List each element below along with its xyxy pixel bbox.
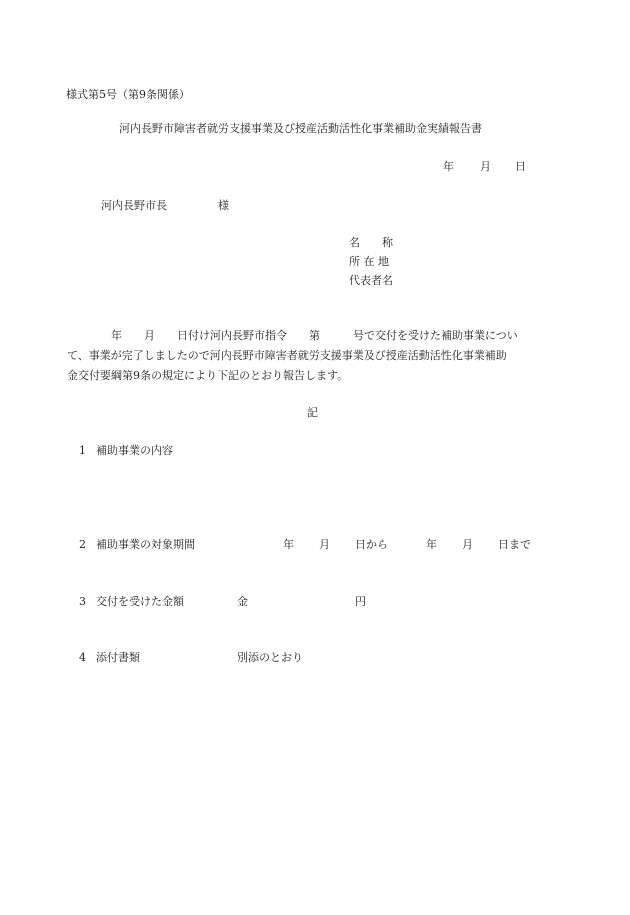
attachment-value: 別添のとおり [237,651,303,664]
period-to-year: 年 [426,538,437,551]
addressee-name: 河内長野市長 [101,199,167,212]
ki-heading: 記 [307,406,318,419]
period-from-year: 年 [283,538,294,551]
body-line-1: 年 月 日付け河内長野市指令 第 号で交付を受けた補助事業につい [67,329,518,342]
item-4-label: 添付書類 [96,651,140,664]
report-body [67,326,567,386]
period-from-month: 月 [319,538,330,551]
item-4-number: 4 [79,651,86,664]
body-line-2: て、事業が完了しましたので河内長野市障害者就労支援事業及び授産活動活性化事業補助 [67,349,507,362]
period-to-day: 日まで [498,538,531,551]
applicant-name-label: 名 称 [349,236,393,249]
document-title: 河内長野市障害者就労支援事業及び授産活動活性化事業補助金実績報告書 [119,122,482,135]
amount-unit: 円 [355,595,366,608]
item-3-label: 交付を受けた金額 [96,595,184,608]
applicant-rep-label: 代表者名 [349,274,393,287]
period-from-day: 日から [355,538,388,551]
date-month: 月 [480,160,491,173]
item-2-label: 補助事業の対象期間 [96,538,195,551]
form-number: 様式第5号（第9条関係） [66,88,190,101]
period-to-month: 月 [462,538,473,551]
addressee-honorific: 様 [218,199,229,212]
item-1-number: 1 [79,444,86,457]
date-day: 日 [515,160,526,173]
item-3-number: 3 [79,595,86,608]
amount-prefix: 金 [237,595,248,608]
body-line-3: 金交付要綱第9条の規定により下記のとおり報告します。 [67,369,349,382]
applicant-address-label: 所 在 地 [349,255,389,268]
item-2-number: 2 [79,538,86,551]
date-year: 年 [443,160,454,173]
item-1-label: 補助事業の内容 [96,444,173,457]
